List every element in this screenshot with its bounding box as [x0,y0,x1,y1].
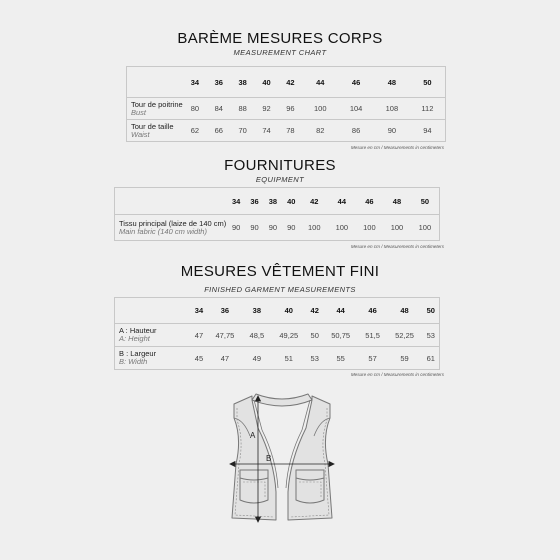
chart3-title: MESURES VÊTEMENT FINI [180,263,380,280]
row-label [115,347,192,370]
size-header: 36 [214,77,223,87]
chart2-subtitle: EQUIPMENT [255,175,305,184]
table-cell: 53 [423,324,440,347]
table-cell: 86 [338,120,374,142]
header-corner [115,188,228,215]
table-cell: 90 [245,215,263,241]
size-header: 42 [310,196,319,206]
table-cell: 48,5 [243,324,271,347]
table-cell: 47 [191,324,207,347]
table-cell: 100 [356,215,384,241]
table-row [115,324,440,347]
row-label-en: A: Height [119,334,150,343]
size-header: 46 [365,196,374,206]
size-header: 36 [250,196,259,206]
table-row [127,120,446,142]
table-cell: 96 [279,98,303,120]
size-header: 34 [194,306,204,315]
header-corner [127,67,184,98]
table-cell: 90 [227,215,245,241]
width-label: B [266,454,272,463]
row-label-fr: B : Largeur [119,349,157,358]
table-cell: 51 [271,347,307,370]
finished-garment-table [114,297,440,370]
chart1-note: Mesure en cm / Measurements in centimeters [350,145,444,150]
table-cell: 104 [338,98,374,120]
size-header: 44 [316,77,325,87]
size-header: 38 [238,77,247,87]
table-row [115,347,440,370]
table-cell: 100 [301,215,329,241]
size-header: 50 [426,306,435,315]
table-cell: 61 [423,347,440,370]
header-corner [115,298,192,324]
table-cell: 112 [410,98,446,120]
size-header: 44 [337,196,347,206]
chart1-subtitle: MEASUREMENT CHART [233,48,327,57]
chart1-title: BARÈME MESURES CORPS [177,30,383,47]
chart2-title: FOURNITURES [224,157,336,174]
table-cell: 100 [328,215,356,241]
size-header: 48 [400,306,409,315]
size-header: 40 [284,306,293,315]
table-row [127,98,446,120]
row-label [127,120,184,142]
table-cell: 57 [359,347,387,370]
table-cell: 50 [307,324,323,347]
row-label-fr: Tour de taille [131,121,174,131]
table-cell: 66 [207,120,231,142]
chart2-note: Mesure en cm / Measurements in centimeters [350,244,444,249]
table-cell: 53 [307,347,323,370]
size-header: 36 [220,306,230,315]
equipment-table [114,187,440,241]
row-label-en: Waist [131,129,150,139]
row-label-fr: Tour de poitrine [131,99,183,109]
table-cell: 62 [183,120,207,142]
size-header: 38 [268,196,278,206]
table-cell: 100 [302,98,338,120]
table-cell: 47,75 [207,324,243,347]
table-cell: 47 [207,347,243,370]
size-header: 44 [336,306,345,315]
size-header: 50 [420,196,430,206]
size-header: 46 [351,77,361,87]
table-cell: 100 [383,215,411,241]
size-header: 34 [190,77,200,87]
table-cell: 50,75 [323,324,359,347]
table-cell: 82 [302,120,338,142]
table-cell: 90 [282,215,300,241]
chart3-note: Mesure en cm / Measurements in centimeters [350,372,444,377]
row-label [115,215,228,241]
size-header: 50 [423,77,432,87]
size-header: 38 [252,306,262,315]
table-cell: 88 [231,98,255,120]
size-header: 34 [232,196,241,206]
table-cell: 90 [374,120,410,142]
table-cell: 59 [387,347,423,370]
size-header: 48 [387,77,397,87]
chart3-subtitle: FINISHED GARMENT MEASUREMENTS [204,285,356,294]
table-cell: 84 [207,98,231,120]
table-cell: 100 [411,215,440,241]
table-cell: 74 [255,120,279,142]
table-cell: 45 [191,347,207,370]
row-label-en: B: Width [119,357,148,366]
size-header: 42 [310,306,319,315]
table-cell: 52,25 [387,324,423,347]
table-cell: 80 [183,98,207,120]
size-header: 40 [262,77,271,87]
table-cell: 70 [231,120,255,142]
row-label [127,98,184,120]
size-header: 40 [287,196,296,206]
table-cell: 51,5 [359,324,387,347]
vest-diagram [218,388,348,528]
row-label-fr: Tissu principal (laize de 140 cm) [119,218,227,228]
row-label [115,324,192,347]
row-label-en: Main fabric (140 cm width) [119,226,207,236]
size-header: 46 [368,306,377,315]
vest-drawing [218,388,348,528]
height-label: A [250,431,256,440]
table-cell: 78 [279,120,303,142]
table-cell: 49,25 [271,324,307,347]
table-cell: 90 [264,215,282,241]
row-label-fr: A : Hauteur [119,326,157,335]
table-cell: 55 [323,347,359,370]
table-cell: 94 [410,120,446,142]
table-cell: 92 [255,98,279,120]
table-row [115,215,440,241]
row-label-en: Bust [131,107,147,117]
size-header: 42 [286,77,295,87]
measurement-chart-table [126,66,446,142]
table-cell: 49 [243,347,271,370]
table-cell: 108 [374,98,410,120]
size-header: 48 [392,196,402,206]
